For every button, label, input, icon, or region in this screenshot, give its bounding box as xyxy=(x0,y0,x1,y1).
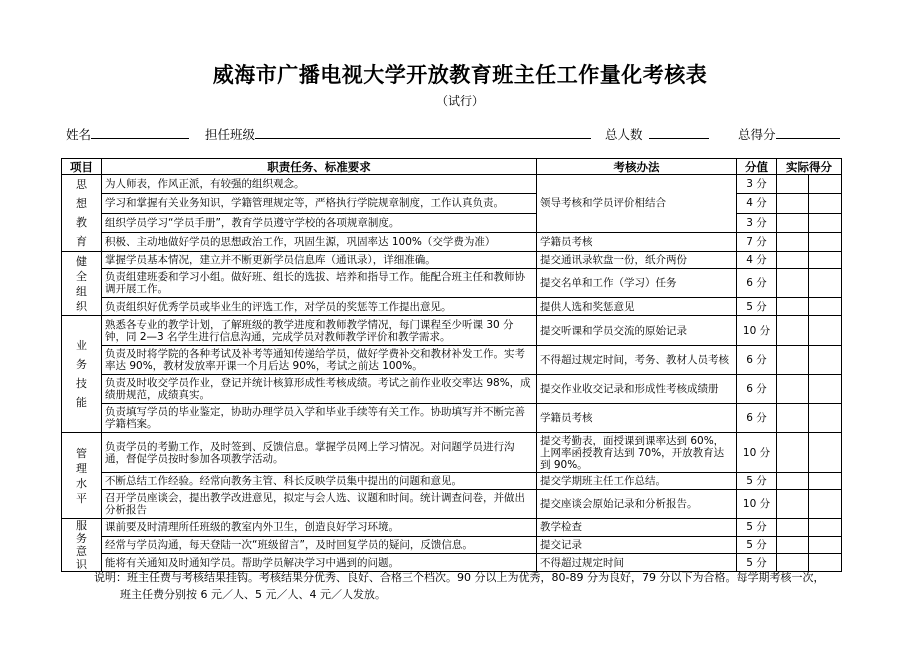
actual-score-input[interactable] xyxy=(809,433,842,473)
total-score-field[interactable] xyxy=(738,125,840,143)
actual-score-input[interactable] xyxy=(809,298,842,316)
page-subtitle: （试行） xyxy=(435,94,484,108)
method-cell: 领导考核和学员评价相结合 xyxy=(537,175,737,233)
score-cell: 10 分 xyxy=(737,316,777,346)
actual-score-input[interactable] xyxy=(777,346,809,375)
score-cell: 5 分 xyxy=(737,473,777,490)
actual-score-input[interactable] xyxy=(777,536,809,554)
actual-score-input[interactable] xyxy=(777,175,809,194)
actual-score-input[interactable] xyxy=(777,490,809,519)
header-score: 分值 xyxy=(737,159,777,175)
table-row xyxy=(62,298,842,316)
table-row xyxy=(62,346,842,375)
table-row xyxy=(62,375,842,404)
actual-score-input[interactable] xyxy=(809,316,842,346)
header-actual: 实际得分 xyxy=(777,159,842,175)
duty-cell: 召开学员座谈会，提出教学改进意见，拟定与会人选、议题和时间。统计调查问卷，并做出分析报告 xyxy=(102,490,537,519)
score-cell: 4 分 xyxy=(737,194,777,213)
note-line-1: 说明：班主任费与考核结果挂钩。考核结果分优秀、良好、合格三个档次。90 分以上为优秀，80-89 分为良好，79 分以下为合格。每学期考核一次， xyxy=(94,571,825,584)
method-cell: 学籍员考核 xyxy=(537,232,737,251)
table-row xyxy=(62,473,842,490)
score-cell: 5 分 xyxy=(737,536,777,554)
header-duty: 职责任务、标准要求 xyxy=(102,159,537,175)
score-cell: 4 分 xyxy=(737,252,777,269)
actual-score-input[interactable] xyxy=(777,404,809,433)
actual-score-input[interactable] xyxy=(809,232,842,251)
actual-score-input[interactable] xyxy=(809,490,842,519)
score-cell: 5 分 xyxy=(737,554,777,572)
score-cell: 6 分 xyxy=(737,375,777,404)
category-organization: 健全组织 xyxy=(62,252,102,316)
actual-score-input[interactable] xyxy=(809,536,842,554)
table-row xyxy=(62,536,842,554)
table-row xyxy=(62,252,842,269)
duty-cell: 课前要及时清理所任班级的教室内外卫生，创造良好学习环境。 xyxy=(102,519,537,537)
duty-cell: 负责填写学员的毕业鉴定，协助办理学员入学和毕业手续等有关工作。协助填写并不断完善学籍档案。 xyxy=(102,404,537,433)
class-field[interactable] xyxy=(205,125,591,143)
actual-score-input[interactable] xyxy=(777,433,809,473)
duty-cell: 负责组织好优秀学员或毕业生的评选工作，对学员的奖惩等工作提出意见。 xyxy=(102,298,537,316)
actual-score-input[interactable] xyxy=(809,213,842,232)
actual-score-input[interactable] xyxy=(809,175,842,194)
actual-score-input[interactable] xyxy=(809,404,842,433)
note-line-2: 班主任费分别按 6 元／人、5 元／人、4 元／人发放。 xyxy=(120,588,386,601)
duty-cell: 组织学员学习“学员手册”，教育学员遵守学校的各项规章制度。 xyxy=(102,213,537,232)
table-row xyxy=(62,433,842,473)
actual-score-input[interactable] xyxy=(777,269,809,298)
score-cell: 6 分 xyxy=(737,269,777,298)
table-row xyxy=(62,404,842,433)
header-method: 考核办法 xyxy=(537,159,737,175)
total-score-blank[interactable] xyxy=(776,126,840,139)
method-cell: 提交通讯录软盘一份，纸介两份 xyxy=(537,252,737,269)
score-cell: 10 分 xyxy=(737,490,777,519)
actual-score-input[interactable] xyxy=(809,519,842,537)
total-people-label: 总人数 xyxy=(605,127,643,142)
method-cell: 提交学期班主任工作总结。 xyxy=(537,473,737,490)
actual-score-input[interactable] xyxy=(777,375,809,404)
table-row xyxy=(62,175,842,194)
score-cell: 5 分 xyxy=(737,298,777,316)
method-cell: 提交座谈会原始记录和分析报告。 xyxy=(537,490,737,519)
duty-cell: 学习和掌握有关业务知识，学籍管理规定等，严格执行学院规章制度，工作认真负责。 xyxy=(102,194,537,213)
category-service: 服务意识 xyxy=(62,519,102,572)
actual-score-input[interactable] xyxy=(777,316,809,346)
duty-cell: 负责及时收交学员作业，登记并统计核算形成性考核成绩。考试之前作业收交率达 98%，成绩册规范，成绩真实。 xyxy=(102,375,537,404)
method-cell: 提交考勤表，面授课到课率达到 60%，上网率函授教育达到 70%，开放教育达到 90%。 xyxy=(537,433,737,473)
score-cell: 6 分 xyxy=(737,404,777,433)
header-item: 项目 xyxy=(62,159,102,175)
actual-score-input[interactable] xyxy=(777,213,809,232)
assessment-table xyxy=(61,158,842,572)
actual-score-input[interactable] xyxy=(809,194,842,213)
duty-cell: 掌握学员基本情况，建立并不断更新学员信息库（通讯录），详细准确。 xyxy=(102,252,537,269)
method-cell: 提交作业收交记录和形成性考核成绩册 xyxy=(537,375,737,404)
method-cell: 不得超过规定时间，考务、教材人员考核 xyxy=(537,346,737,375)
duty-cell: 能将有关通知及时通知学员。帮助学员解决学习中遇到的问题。 xyxy=(102,554,537,572)
actual-score-input[interactable] xyxy=(777,298,809,316)
actual-score-input[interactable] xyxy=(809,269,842,298)
actual-score-input[interactable] xyxy=(777,232,809,251)
name-label: 姓名 xyxy=(66,127,92,142)
score-cell: 6 分 xyxy=(737,346,777,375)
score-cell: 10 分 xyxy=(737,433,777,473)
actual-score-input[interactable] xyxy=(777,473,809,490)
total-people-field[interactable] xyxy=(605,125,709,143)
duty-cell: 不断总结工作经验。经常向教务主管、科长反映学员集中提出的问题和意见。 xyxy=(102,473,537,490)
total-score-label: 总得分 xyxy=(738,127,776,142)
category-management: 管理水平 xyxy=(62,433,102,519)
actual-score-input[interactable] xyxy=(777,194,809,213)
duty-cell: 负责及时将学院的各种考试及补考等通知传递给学员，做好学费补交和教材补发工作。实考率达 90%，教材发放率开课一个月后达 90%，考试之前达 100%。 xyxy=(102,346,537,375)
table-row xyxy=(62,316,842,346)
duty-cell: 积极、主动地做好学员的思想政治工作，巩固生源，巩固率达 100%（交学费为准） xyxy=(102,232,537,251)
method-cell: 不得超过规定时间 xyxy=(537,554,737,572)
header-row xyxy=(62,159,842,175)
method-cell: 提交听课和学员交流的原始记录 xyxy=(537,316,737,346)
name-blank[interactable] xyxy=(91,126,189,139)
duty-cell: 熟悉各专业的教学计划，了解班级的教学进度和教师教学情况，每门课程至少听课 30 分钟，同 2—3 名学生进行信息沟通，完成学员对教师教学评价和教学需求。 xyxy=(102,316,537,346)
duty-cell: 为人师表，作风正派，有较强的组织观念。 xyxy=(102,175,537,194)
method-cell: 提交记录 xyxy=(537,536,737,554)
category-ideology: 思想教育 xyxy=(62,175,102,252)
method-cell: 学籍员考核 xyxy=(537,404,737,433)
actual-score-input[interactable] xyxy=(809,252,842,269)
page-title: 威海市广播电视大学开放教育班主任工作量化考核表 xyxy=(212,63,708,87)
score-cell: 5 分 xyxy=(737,519,777,537)
actual-score-input[interactable] xyxy=(809,473,842,490)
actual-score-input[interactable] xyxy=(809,346,842,375)
category-skills: 业务技能 xyxy=(62,316,102,433)
method-cell: 提交名单和工作（学习）任务 xyxy=(537,269,737,298)
actual-score-input[interactable] xyxy=(777,252,809,269)
duty-cell: 负责学员的考勤工作，及时签到、反馈信息。掌握学员网上学习情况。对问题学员进行沟通，督促学员按时参加各项教学活动。 xyxy=(102,433,537,473)
duty-cell: 经常与学员沟通，每天登陆一次“班级留言”，及时回复学员的疑问，反馈信息。 xyxy=(102,536,537,554)
table-row xyxy=(62,519,842,537)
table-row xyxy=(62,269,842,298)
table-row xyxy=(62,490,842,519)
name-field[interactable] xyxy=(66,125,189,143)
actual-score-input[interactable] xyxy=(809,375,842,404)
duty-cell: 负责组建班委和学习小组。做好班、组长的选拔、培养和指导工作。能配合班主任和教师协调开展工作。 xyxy=(102,269,537,298)
total-people-blank[interactable] xyxy=(649,126,709,139)
score-cell: 3 分 xyxy=(737,175,777,194)
score-cell: 7 分 xyxy=(737,232,777,251)
table-row xyxy=(62,232,842,251)
class-label: 担任班级 xyxy=(205,127,256,142)
score-cell: 3 分 xyxy=(737,213,777,232)
class-blank[interactable] xyxy=(255,126,591,139)
method-cell: 提供人选和奖惩意见 xyxy=(537,298,737,316)
actual-score-input[interactable] xyxy=(777,519,809,537)
method-cell: 教学检查 xyxy=(537,519,737,537)
